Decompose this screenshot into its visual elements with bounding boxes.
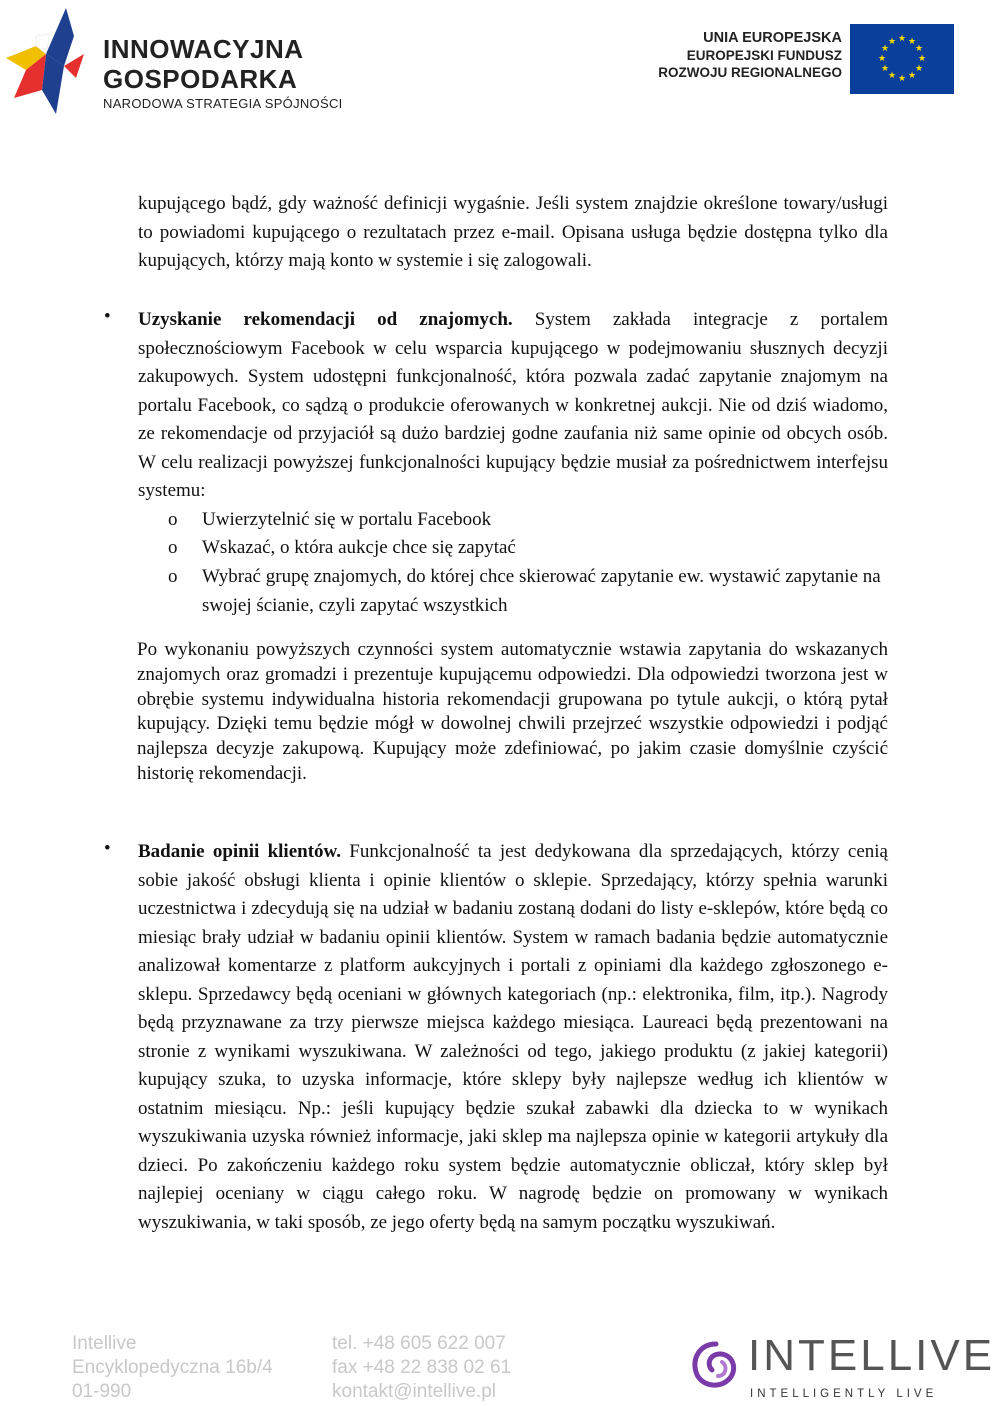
footer-postal: 01-990 bbox=[72, 1381, 132, 1402]
sub-item-text: Uwierzytelnić się w portalu Facebook bbox=[202, 509, 492, 530]
circle-bullet-icon: o bbox=[168, 566, 178, 587]
followup-paragraph: Po wykonaniu powyższych czynności system automatycznie wstawia zapytania do wskazanych znajomych oraz gromadzi i prezentuje kupującemu odpowiedzi. Dla odpowiedzi tworzona jest w obrębie systemu indywidualna historia rekomendacji grupowana po tytule aukcji, o którą pytał kupujący. Dzięki temu będzie mógł w dowolnej chwili przejrzeć wszystkie odpowiedzi i podjąć najlepsza decyzje zakupową. Kupujący może zdefiniować, po jakim czasie domyślnie czyścić historię rekomendacji. bbox=[137, 639, 888, 784]
logo-line-3: NARODOWA STRATEGIA SPÓJNOŚCI bbox=[103, 96, 343, 111]
svg-text:★: ★ bbox=[887, 71, 897, 81]
bullet-customer-survey bbox=[138, 838, 888, 1237]
footer-fax: fax +48 22 838 02 61 bbox=[332, 1357, 512, 1378]
intellive-logo bbox=[686, 1331, 995, 1402]
logo-line-2: GOSPODARKA bbox=[103, 64, 298, 94]
footer-email: kontakt@intellive.pl bbox=[332, 1381, 496, 1402]
footer-company: Intellive bbox=[72, 1333, 137, 1354]
svg-text:★: ★ bbox=[880, 44, 890, 54]
footer-address bbox=[72, 1332, 273, 1404]
star-logo-icon bbox=[6, 6, 86, 116]
intellive-logo-name: INTELLIVE bbox=[748, 1331, 995, 1380]
svg-text:★: ★ bbox=[897, 34, 907, 44]
eu-line-2: EUROPEJSKI FUNDUSZ bbox=[686, 48, 842, 63]
svg-text:★: ★ bbox=[887, 37, 897, 47]
bullet-title: Badanie opinii klientów. bbox=[138, 841, 341, 862]
sub-item-text: Wskazać, o która aukcje chce się zapytać bbox=[202, 537, 516, 558]
bullet-icon: • bbox=[104, 306, 111, 327]
svg-text:★: ★ bbox=[880, 64, 890, 74]
footer-phone: tel. +48 605 622 007 bbox=[332, 1333, 506, 1354]
logo-line-1: INNOWACYJNA bbox=[103, 34, 304, 64]
footer-street: Encyklopedyczna 16b/4 bbox=[72, 1357, 273, 1378]
innowacyjna-gospodarka-logo bbox=[6, 6, 346, 116]
bullet-title: Uzyskanie rekomendacji od znajomych. bbox=[138, 309, 513, 330]
intellive-logo-tagline: INTELLIGENTLY LIVE bbox=[750, 1388, 938, 1400]
eu-line-1: UNIA EUROPEJSKA bbox=[703, 30, 842, 46]
svg-text:★: ★ bbox=[914, 44, 924, 54]
svg-text:★: ★ bbox=[907, 71, 917, 81]
bullet-text: System zakłada integracje z portalem społecznościowym Facebook w celu wsparcia kupującego w podejmowaniu słusznych decyzji zakupowych. System udostępni funkcjonalność, która pozwala zadać zapytanie znajomym na portalu Facebook, co sądzą o produkcie oferowanych w konkretnej aukcji. Nie od dziś wiadomo, ze rekomendacje od przyjaciół są dużo bardziej godne zaufania niż same opinie od obcych osób. W celu realizacji powyższej funkcjonalności kupujący będzie musiał za pośrednictwem interfejsu systemu: bbox=[138, 309, 888, 501]
circle-bullet-icon: o bbox=[168, 537, 178, 558]
bullet-recommendations bbox=[138, 306, 888, 506]
eu-line-3: ROZWOJU REGIONALNEGO bbox=[658, 65, 842, 80]
footer-contact bbox=[332, 1332, 511, 1404]
sub-list-item bbox=[168, 563, 888, 623]
circle-bullet-icon: o bbox=[168, 509, 178, 530]
bullet-icon: • bbox=[104, 838, 111, 859]
svg-text:★: ★ bbox=[917, 54, 927, 64]
page-footer bbox=[0, 1330, 995, 1405]
intro-paragraph: kupującego bądź, gdy ważność definicji wygaśnie. Jeśli system znajdzie określone towary/usługi to powiadomi kupującego o rezultatach przez e-mail. Opisana usługa będzie dostępna tylko dla kupujących, którzy mają konto w systemie i się zalogowali. bbox=[138, 193, 888, 271]
eu-fund-logo bbox=[654, 22, 954, 94]
svg-text:★: ★ bbox=[877, 54, 887, 64]
intellive-swirl-icon bbox=[686, 1336, 746, 1396]
svg-text:★: ★ bbox=[907, 37, 917, 47]
eu-flag-icon bbox=[850, 24, 954, 94]
sub-item-text: Wybrać grupę znajomych, do której chce skierować zapytanie ew. wystawić zapytanie na swojej ścianie, czyli zapytać wszystkich bbox=[202, 566, 881, 616]
bullet-text: Funkcjonalność ta jest dedykowana dla sprzedających, którzy cenią sobie jakość obsługi klienta i opinie klientów o sklepie. Sprzedający, którzy spełnia warunki uczestnictwa i zdecydują się na udział w badaniu zostaną dodani do listy e-sklepów, które będą co miesiąc brały udział w badaniu opinii klientów. System w ramach badania będzie automatycznie analizował komentarze z platform aukcyjnych i portali z opiniami dla każdego zgłoszonego e-sklepu. Sprzedawcy będą oceniani w głównych kategoriach (np.: elektronika, film, itp.). Nagrody będą przyznawane za trzy pierwsze miejsca każdego miesiąca. Laureaci będą prezentowani na stronie z wynikami wyszukiwana. W zależności od tego, jakiego produktu (z jakiej kategorii) kupujący szuka, to uzyska informacje, które sklepy były najlepsze według ich klientów w ostatnim miesiącu. Np.: jeśli kupujący będzie szukał zabawki dla dziecka to w wynikach wyszukiwania uzyska również informacje, jaki sklep ma najlepsza opinie w kategorii artykuły dla dzieci. Po zakończeniu każdego roku system będzie automatycznie obliczał, który sklep był najlepiej oceniany w ciągu całego roku. W nagrodę będzie on promowany w wynikach wyszukiwania, w taki sposób, ze jego oferty będą na samym początku wyszukiwań. bbox=[138, 841, 888, 1233]
svg-text:★: ★ bbox=[914, 64, 924, 74]
svg-text:★: ★ bbox=[897, 74, 907, 84]
